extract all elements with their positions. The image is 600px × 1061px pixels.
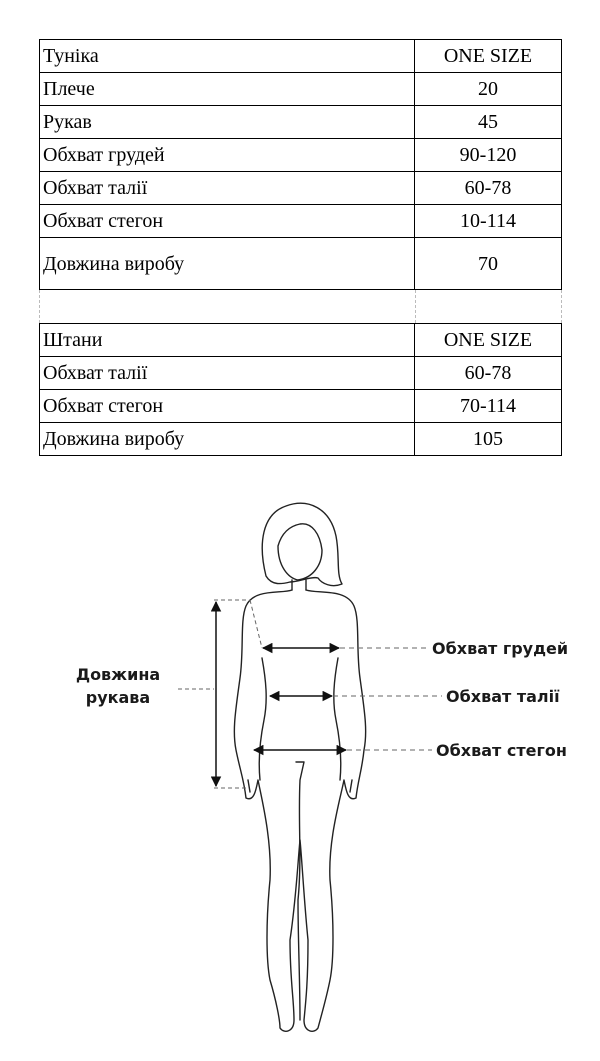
table-cell: Обхват талії <box>40 172 415 205</box>
table-spacer <box>39 290 562 323</box>
woman-silhouette-icon <box>234 503 365 1031</box>
table-cell: ONE SIZE <box>415 324 562 357</box>
tunic-size-table <box>39 39 562 290</box>
table-cell: Туніка <box>40 40 415 73</box>
table-row <box>40 357 562 390</box>
body-measurement-diagram <box>0 480 600 1061</box>
table-cell: Рукав <box>40 106 415 139</box>
table-row <box>40 423 562 456</box>
table-cell: ONE SIZE <box>415 40 562 73</box>
table-cell: 60-78 <box>415 357 562 390</box>
table-cell: Обхват талії <box>40 357 415 390</box>
table-cell: Обхват грудей <box>40 139 415 172</box>
pants-size-table <box>39 323 562 456</box>
table-cell: Довжина виробу <box>40 423 415 456</box>
table-cell: 60-78 <box>415 172 562 205</box>
table-cell: Обхват стегон <box>40 205 415 238</box>
table-cell: 90-120 <box>415 139 562 172</box>
sleeve-length-label: рукава <box>85 688 151 707</box>
table-cell: 10-114 <box>415 205 562 238</box>
sleeve-length-label: Довжина <box>75 665 161 684</box>
table-row <box>40 106 562 139</box>
table-row <box>40 139 562 172</box>
table-cell: 20 <box>415 73 562 106</box>
table-header-row <box>40 324 562 357</box>
table-row <box>40 238 562 290</box>
table-cell: 105 <box>415 423 562 456</box>
waist-label: Обхват талії <box>446 687 560 706</box>
chest-label: Обхват грудей <box>432 639 569 658</box>
table-cell: 45 <box>415 106 562 139</box>
table-cell: Довжина виробу <box>40 238 415 290</box>
dashed-guide <box>561 290 562 323</box>
table-cell: Штани <box>40 324 415 357</box>
dashed-guide <box>415 290 416 323</box>
table-cell: 70-114 <box>415 390 562 423</box>
table-header-row <box>40 40 562 73</box>
table-row <box>40 390 562 423</box>
table-row <box>40 205 562 238</box>
dashed-guide <box>39 290 40 323</box>
hips-label: Обхват стегон <box>436 741 567 760</box>
table-cell: Обхват стегон <box>40 390 415 423</box>
table-row <box>40 172 562 205</box>
table-cell: 70 <box>415 238 562 290</box>
table-cell: Плече <box>40 73 415 106</box>
sleeve-length-arrow <box>178 600 262 788</box>
table-row <box>40 73 562 106</box>
